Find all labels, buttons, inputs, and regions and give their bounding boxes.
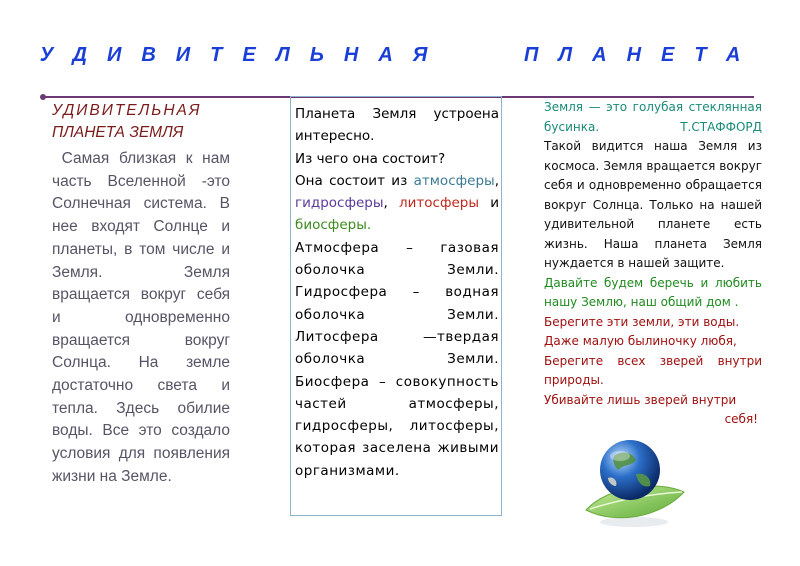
poem-line-2: Даже малую былиночку любя, bbox=[544, 334, 737, 348]
poem-line-4: Убивайте лишь зверей внутри bbox=[544, 392, 737, 407]
term-lithosphere: литосферы bbox=[399, 195, 480, 212]
quote-author: Т.СТАФФОРД bbox=[680, 119, 762, 134]
structure-intro: Планета Земля устроена интересно. bbox=[295, 106, 499, 145]
structure-consists bbox=[295, 170, 499, 237]
call-to-action: Давайте будем беречь и любить нашу Землю, наш общий дом . bbox=[544, 275, 762, 309]
structure-definitions: Атмосфера – газовая оболочка Земли. Гидросфера – водная оболочка Земли. Литосфера —твердая оболочка Земли. Биосфера – совокупность частей атмосферы, гидросферы, литосферы, которая заселена живыми организмами. bbox=[295, 239, 499, 479]
term-biosphere: биосферы bbox=[295, 217, 367, 234]
column-structure-box bbox=[290, 96, 502, 516]
conjunction-and: и bbox=[479, 195, 499, 212]
section-heading-line2: ПЛАНЕТА ЗЕМЛЯ bbox=[52, 124, 184, 141]
intro-paragraph bbox=[52, 148, 230, 489]
column-intro bbox=[52, 98, 230, 489]
consists-prefix: Она состоит из bbox=[295, 172, 414, 189]
term-hydrosphere: гидросферы bbox=[295, 195, 384, 212]
structure-question: Из чего она состоит? bbox=[295, 150, 446, 167]
stafford-quote: Земля — это голубая стеклянная бусинка. bbox=[544, 100, 762, 134]
period: . bbox=[366, 217, 372, 234]
poem-line-3: Берегите всех зверей внутри природы. bbox=[544, 353, 762, 387]
banner-title: УДИВИТЕЛЬНАЯ ПЛАНЕТА bbox=[39, 44, 761, 66]
intro-text: Самая близкая к нам часть Вселенной -это Солнечная система. В нее входят Солнце и планеты, в том числе и Земля. Земля вращается вокруг себя и одновременно вращается вокруг Солнца. На земле достаточно света и тепла. Здесь обилие воды. Все это создало условия для появления жизни на Земле. bbox=[52, 150, 230, 485]
column-quote bbox=[544, 98, 762, 430]
poem-line-5: себя! bbox=[724, 412, 758, 426]
space-view-text: Такой видится наша Земля из космоса. Земля вращается вокруг себя и одновременно обращается вокруг Солнца. Только на нашей удивительной планете есть жизнь. Наша планета Земля нуждается в нашей защите. bbox=[544, 139, 762, 270]
comma-1: , bbox=[494, 172, 499, 189]
section-heading-line1: УДИВИТЕЛЬНАЯ bbox=[52, 102, 202, 119]
comma-2: , bbox=[383, 195, 399, 212]
poem-line-1: Берегите эти земли, эти воды. bbox=[544, 314, 740, 329]
earth-globe-on-leaf-icon bbox=[578, 430, 690, 530]
term-atmosphere: атмосферы bbox=[413, 172, 495, 189]
